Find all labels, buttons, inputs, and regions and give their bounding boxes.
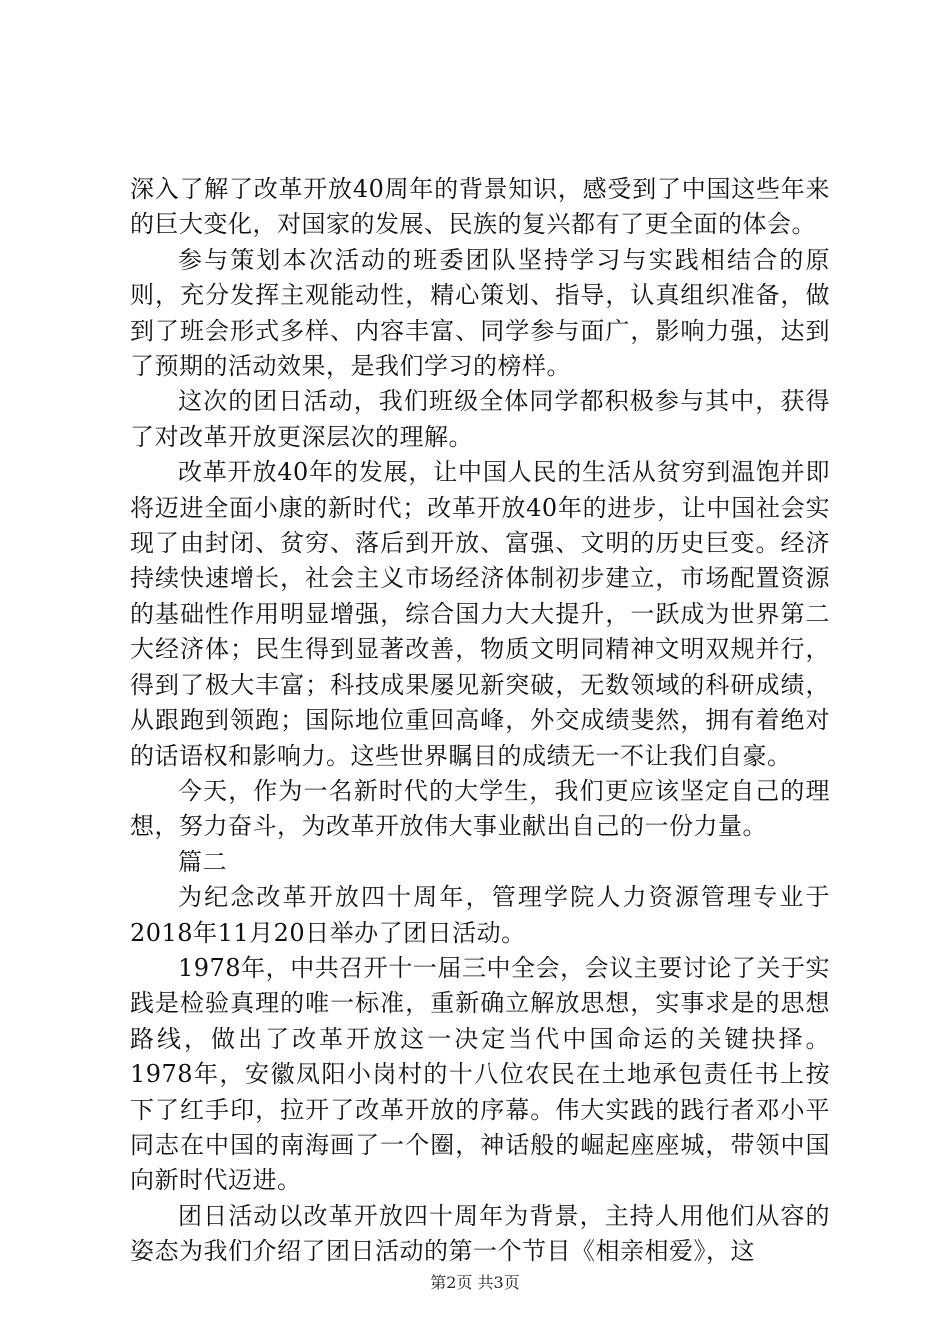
document-body — [130, 172, 830, 1270]
paragraph: 团日活动以改革开放四十周年为背景，主持人用他们从容的姿态为我们介绍了团日活动的第一个节目《相亲相爱》，这 — [130, 1201, 830, 1266]
paragraph: 改革开放40年的发展，让中国人民的生活从贫穷到温饱并即将迈进全面小康的新时代；改革开放40年的进步，让中国社会实现了由封闭、贫穷、落后到开放、富强、文明的历史巨变。经济持续快速增长，社会主义市场经济体制初步建立，市场配置资源的基础性作用明显增强，综合国力大大提升，一跃成为世界第二大经济体；民生得到显著改善，物质文明同精神文明双规并行，得到了极大丰富；科技成果屡见新突破，无数领域的科研成绩，从跟跑到领跑；国际地位重回高峰，外交成绩斐然，拥有着绝对的话语权和影响力。这些世界瞩目的成绩无一不让我们自豪。 — [130, 458, 830, 770]
paragraph-continuation: 深入了解了改革开放40周年的背景知识，感受到了中国这些年来的巨大变化，对国家的发展、民族的复兴都有了更全面的体会。 — [130, 175, 830, 239]
page-footer: 第2页 共3页 — [430, 1273, 520, 1292]
paragraph: 这次的团日活动，我们班级全体同学都积极参与其中，获得了对改革开放更深层次的理解。 — [130, 387, 830, 451]
paragraph: 今天，作为一名新时代的大学生，我们更应该坚定自己的理想，努力奋斗，为改革开放伟大事业献出自己的一份力量。 — [130, 776, 830, 841]
paragraph: 1978年，中共召开十一届三中全会，会议主要讨论了关于实践是检验真理的唯一标准，重新确立解放思想，实事求是的思想路线，做出了改革开放这一决定当代中国命运的关键抉择。1978年，安徽凤阳小岗村的十八位农民在土地承包责任书上按下了红手印，拉开了改革开放的序幕。伟大实践的践行者邓小平同志在中国的南海画了一个圈，神话般的崛起座座城，带领中国向新时代迈进。 — [130, 953, 830, 1195]
paragraph: 为纪念改革开放四十周年，管理学院人力资源管理专业于2018年11月20日举办了团日活动。 — [130, 883, 830, 947]
paragraph: 参与策划本次活动的班委团队坚持学习与实践相结合的原则，充分发挥主观能动性，精心策划、指导，认真组织准备，做到了班会形式多样、内容丰富、同学参与面广，影响力强，达到了预期的活动效果，是我们学习的榜样。 — [130, 245, 830, 381]
section-heading: 篇二 — [178, 847, 227, 876]
